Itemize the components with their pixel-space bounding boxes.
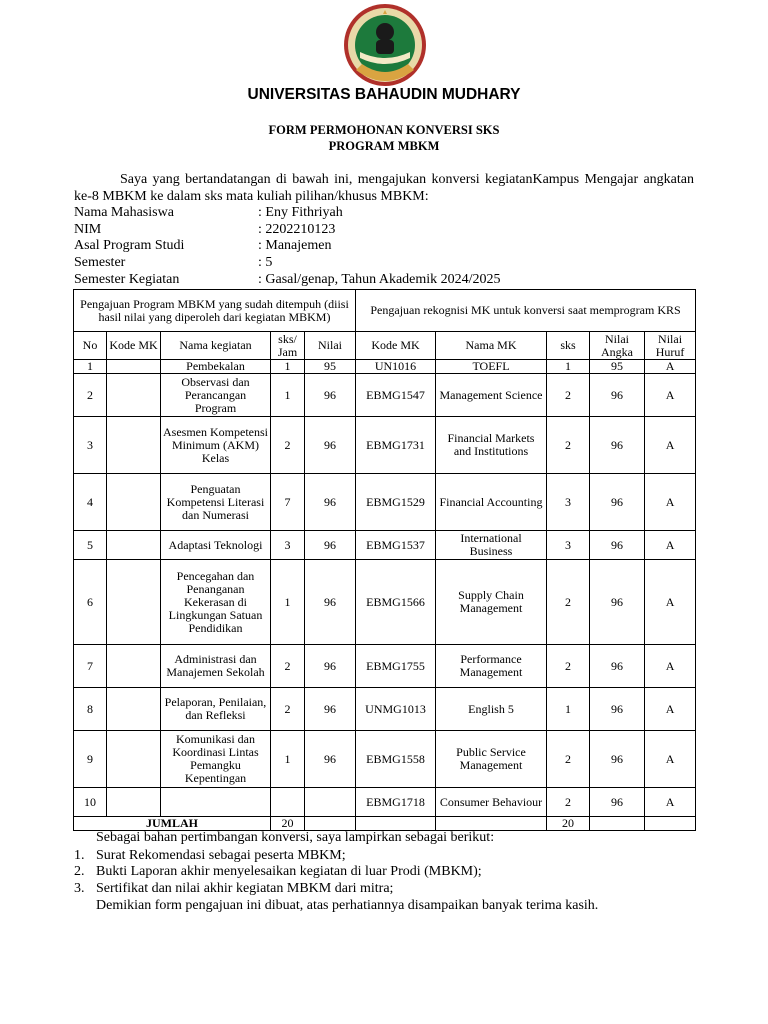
cell-no: 10: [74, 788, 107, 817]
cell-sks-jam: 2: [271, 645, 305, 688]
cell-kode-mk-konversi: EBMG1558: [356, 731, 436, 788]
closing-lead: Sebagai bahan pertimbangan konversi, saya lampirkan sebagai berikut:: [96, 830, 495, 845]
col-header-kode-mk: Kode MK: [107, 332, 161, 360]
cell-no: 2: [74, 374, 107, 417]
cell-sks: 1: [547, 360, 590, 374]
col-header-nilai: Nilai: [305, 332, 356, 360]
cell-nama-mk: Financial Markets and Institutions: [436, 417, 547, 474]
cell-nama-mk: Consumer Behaviour: [436, 788, 547, 817]
field-value-prodi: : Manajemen: [258, 238, 332, 253]
cell-no: 5: [74, 531, 107, 560]
cell-no: 6: [74, 560, 107, 645]
col-header-nama-kegiatan: Nama kegiatan: [161, 332, 271, 360]
col-header-kode-mk-2: Kode MK: [356, 332, 436, 360]
cell-no: 7: [74, 645, 107, 688]
field-label-nama: Nama Mahasiswa: [74, 205, 174, 220]
cell-sks-jam: 3: [271, 531, 305, 560]
cell-nama-kegiatan: Pembekalan: [161, 360, 271, 374]
cell-nama-mk: Performance Management: [436, 645, 547, 688]
intro-paragraph: Saya yang bertandatangan di bawah ini, mengajukan konversi kegiatanKampus Mengajar angkatan ke-8 MBKM ke dalam sks mata kuliah pilihan/khusus MBKM:: [74, 172, 694, 204]
cell-nilai-huruf: A: [645, 560, 696, 645]
group-header-row: [74, 290, 696, 332]
cell-nilai-angka: 96: [590, 531, 645, 560]
table-row: [74, 560, 696, 645]
total-right: 20: [547, 817, 590, 831]
cell-no: 3: [74, 417, 107, 474]
list-item: Bukti Laporan akhir menyelesaikan kegiatan di luar Prodi (MBKM);: [96, 864, 482, 879]
cell-nilai-huruf: A: [645, 788, 696, 817]
cell-sks: 2: [547, 374, 590, 417]
list-number: 2.: [74, 864, 85, 879]
col-header-nilai-huruf: Nilai Huruf: [645, 332, 696, 360]
cell-sks-jam: 2: [271, 417, 305, 474]
field-value-semester: : 5: [258, 255, 273, 270]
cell-nilai-angka: 96: [590, 417, 645, 474]
cell-sks-jam: 2: [271, 688, 305, 731]
cell-kode-mk-konversi: EBMG1547: [356, 374, 436, 417]
field-value-nama: : Eny Fithriyah: [258, 205, 343, 220]
cell-kode-mk: [107, 731, 161, 788]
cell-no: 4: [74, 474, 107, 531]
cell-kode-mk-konversi: EBMG1529: [356, 474, 436, 531]
cell-kode-mk: [107, 531, 161, 560]
cell-nama-kegiatan: Administrasi dan Manajemen Sekolah: [161, 645, 271, 688]
university-name: UNIVERSITAS BAHAUDIN MUDHARY: [247, 86, 521, 103]
cell-nilai-huruf: A: [645, 688, 696, 731]
cell-sks-jam: [271, 788, 305, 817]
cell-sks: 3: [547, 474, 590, 531]
cell-nama-kegiatan: Penguatan Kompetensi Literasi dan Numerasi: [161, 474, 271, 531]
table-row: [74, 417, 696, 474]
col-header-nilai-angka: Nilai Angka: [590, 332, 645, 360]
cell-nama-kegiatan: Komunikasi dan Koordinasi Lintas Pemangku Kepentingan: [161, 731, 271, 788]
table-row: [74, 788, 696, 817]
program-title: PROGRAM MBKM: [328, 139, 440, 153]
cell-nilai-angka: 95: [590, 360, 645, 374]
column-header-row: [74, 332, 696, 360]
cell-nilai: 96: [305, 531, 356, 560]
cell-sks: 3: [547, 531, 590, 560]
cell-nilai-huruf: A: [645, 374, 696, 417]
cell-nilai: 96: [305, 374, 356, 417]
field-label-prodi: Asal Program Studi: [74, 238, 185, 253]
cell-kode-mk: [107, 645, 161, 688]
cell-no: 9: [74, 731, 107, 788]
cell-nilai: 96: [305, 645, 356, 688]
cell-sks: 2: [547, 645, 590, 688]
list-item: Surat Rekomendasi sebagai peserta MBKM;: [96, 848, 346, 863]
cell-nama-kegiatan: Pencegahan dan Penanganan Kekerasan di Lingkungan Satuan Pendidikan: [161, 560, 271, 645]
field-label-semester: Semester: [74, 255, 126, 270]
field-value-nim: : 2202210123: [258, 222, 336, 237]
cell-kode-mk: [107, 417, 161, 474]
col-header-no: No: [74, 332, 107, 360]
list-number: 1.: [74, 848, 85, 863]
table-row: [74, 531, 696, 560]
cell-nilai-huruf: A: [645, 531, 696, 560]
table-row: [74, 474, 696, 531]
col-header-sks-jam: sks/ Jam: [271, 332, 305, 360]
cell-nilai: [305, 788, 356, 817]
cell-sks: 2: [547, 560, 590, 645]
cell-nilai: 95: [305, 360, 356, 374]
cell-nilai-angka: 96: [590, 560, 645, 645]
cell-nilai-angka: 96: [590, 688, 645, 731]
cell-nilai-angka: 96: [590, 788, 645, 817]
cell-nama-mk: Supply Chain Management: [436, 560, 547, 645]
table-row: [74, 374, 696, 417]
cell-kode-mk: [107, 374, 161, 417]
cell-kode-mk-konversi: EBMG1755: [356, 645, 436, 688]
field-label-nim: NIM: [74, 222, 102, 237]
cell-nilai: 96: [305, 560, 356, 645]
total-left: 20: [271, 817, 305, 831]
cell-kode-mk: [107, 788, 161, 817]
cell-no: 1: [74, 360, 107, 374]
list-item: Sertifikat dan nilai akhir kegiatan MBKM dari mitra;: [96, 881, 394, 896]
col-header-nama-mk: Nama MK: [436, 332, 547, 360]
total-label: JUMLAH: [74, 817, 271, 831]
cell-nama-mk: TOEFL: [436, 360, 547, 374]
table-row: [74, 731, 696, 788]
col-header-sks: sks: [547, 332, 590, 360]
cell-kode-mk-konversi: UN1016: [356, 360, 436, 374]
cell-kode-mk-konversi: EBMG1718: [356, 788, 436, 817]
cell-nama-kegiatan: Adaptasi Teknologi: [161, 531, 271, 560]
cell-kode-mk: [107, 360, 161, 374]
cell-sks-jam: 1: [271, 731, 305, 788]
cell-nama-kegiatan: Observasi dan Perancangan Program: [161, 374, 271, 417]
cell-sks: 2: [547, 788, 590, 817]
cell-nilai: 96: [305, 688, 356, 731]
cell-kode-mk-konversi: EBMG1731: [356, 417, 436, 474]
form-title: FORM PERMOHONAN KONVERSI SKS: [268, 123, 500, 137]
table-row: [74, 688, 696, 731]
cell-kode-mk-konversi: UNMG1013: [356, 688, 436, 731]
cell-sks: 1: [547, 688, 590, 731]
cell-nama-kegiatan: [161, 788, 271, 817]
cell-nilai-angka: 96: [590, 731, 645, 788]
cell-sks-jam: 1: [271, 360, 305, 374]
group-header-left: Pengajuan Program MBKM yang sudah ditempuh (diisi hasil nilai yang diperoleh dari kegiatan MBKM): [74, 290, 356, 332]
cell-nilai: 96: [305, 731, 356, 788]
cell-nama-mk: Financial Accounting: [436, 474, 547, 531]
field-value-semester-kegiatan: : Gasal/genap, Tahun Akademik 2024/2025: [258, 272, 501, 287]
cell-nama-kegiatan: Asesmen Kompetensi Minimum (AKM) Kelas: [161, 417, 271, 474]
cell-nama-mk: Public Service Management: [436, 731, 547, 788]
cell-nilai-huruf: A: [645, 417, 696, 474]
closing-final: Demikian form pengajuan ini dibuat, atas perhatiannya disampaikan banyak terima kasih.: [96, 898, 599, 913]
cell-nama-kegiatan: Pelaporan, Penilaian, dan Refleksi: [161, 688, 271, 731]
cell-kode-mk: [107, 688, 161, 731]
cell-nilai-angka: 96: [590, 645, 645, 688]
cell-nilai-angka: 96: [590, 474, 645, 531]
field-label-semester-kegiatan: Semester Kegiatan: [74, 272, 180, 287]
cell-kode-mk: [107, 474, 161, 531]
cell-nilai-huruf: A: [645, 731, 696, 788]
cell-kode-mk-konversi: EBMG1566: [356, 560, 436, 645]
cell-nilai-huruf: A: [645, 360, 696, 374]
cell-sks-jam: 1: [271, 560, 305, 645]
cell-kode-mk: [107, 560, 161, 645]
list-number: 3.: [74, 881, 85, 896]
cell-nilai: 96: [305, 417, 356, 474]
cell-nama-mk: Management Science: [436, 374, 547, 417]
table-row: [74, 360, 696, 374]
group-header-right: Pengajuan rekognisi MK untuk konversi saat memprogram KRS: [356, 290, 696, 332]
conversion-table: [73, 289, 696, 831]
cell-nilai-angka: 96: [590, 374, 645, 417]
cell-nilai-huruf: A: [645, 474, 696, 531]
university-logo: [338, 2, 432, 88]
cell-sks: 2: [547, 731, 590, 788]
cell-sks-jam: 1: [271, 374, 305, 417]
cell-no: 8: [74, 688, 107, 731]
cell-nama-mk: English 5: [436, 688, 547, 731]
table-row: [74, 645, 696, 688]
cell-nilai-huruf: A: [645, 645, 696, 688]
cell-sks: 2: [547, 417, 590, 474]
cell-sks-jam: 7: [271, 474, 305, 531]
cell-nama-mk: International Business: [436, 531, 547, 560]
cell-kode-mk-konversi: EBMG1537: [356, 531, 436, 560]
cell-nilai: 96: [305, 474, 356, 531]
